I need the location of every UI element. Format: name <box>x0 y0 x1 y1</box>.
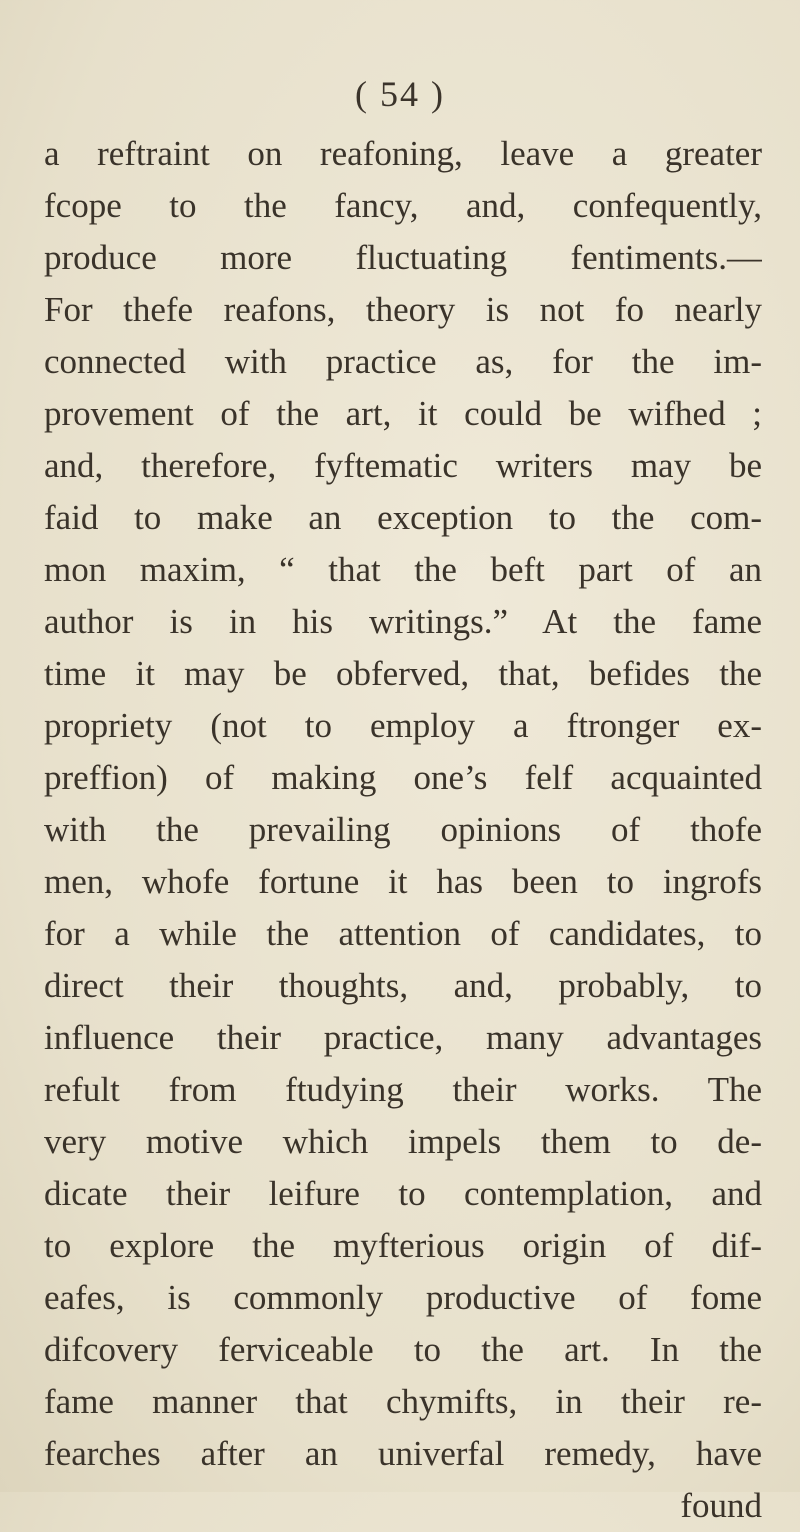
text-line-22: to explore the myfterious origin of dif- <box>44 1226 762 1265</box>
body-text <box>44 128 762 1532</box>
text-line-21: dicate their leifure to contemplation, and <box>44 1174 762 1213</box>
text-line-3: produce more fluctuating fentiments.— <box>44 238 762 277</box>
text-line-11: time it may be obferved, that, befides the <box>44 654 762 693</box>
text-line-10: author is in his writings.” At the fame <box>44 602 762 641</box>
text-line-20: very motive which impels them to de- <box>44 1122 762 1161</box>
text-line-16: for a while the attention of candidates, to <box>44 914 762 953</box>
text-line-26: fearches after an univerfal remedy, have <box>44 1434 762 1473</box>
text-line-13: preffion) of making one’s felf acquainted <box>44 758 762 797</box>
text-line-12: propriety (not to employ a ftronger ex- <box>44 706 762 745</box>
catchword: found <box>680 1486 762 1525</box>
text-line-2: fcope to the fancy, and, confequently, <box>44 186 762 225</box>
text-line-4: For thefe reafons, theory is not fo nearly <box>44 290 762 329</box>
text-line-8: faid to make an exception to the com- <box>44 498 762 537</box>
text-line-5: connected with practice as, for the im- <box>44 342 762 381</box>
text-line-15: men, whofe fortune it has been to ingrofs <box>44 862 762 901</box>
page-number: ( 54 ) <box>355 74 445 114</box>
text-line-17: direct their thoughts, and, probably, to <box>44 966 762 1005</box>
text-line-23: eafes, is commonly productive of fome <box>44 1278 762 1317</box>
text-line-9: mon maxim, “ that the beft part of an <box>44 550 762 589</box>
text-line-1: a reftraint on reafoning, leave a greater <box>44 134 762 173</box>
text-line-19: refult from ftudying their works. The <box>44 1070 762 1109</box>
text-line-18: influence their practice, many advantages <box>44 1018 762 1057</box>
text-line-25: fame manner that chymifts, in their re- <box>44 1382 762 1421</box>
text-line-7: and, therefore, fyftematic writers may be <box>44 446 762 485</box>
text-line-14: with the prevailing opinions of thofe <box>44 810 762 849</box>
text-line-6: provement of the art, it could be wifhed ; <box>44 394 762 433</box>
text-line-24: difcovery ferviceable to the art. In the <box>44 1330 762 1369</box>
